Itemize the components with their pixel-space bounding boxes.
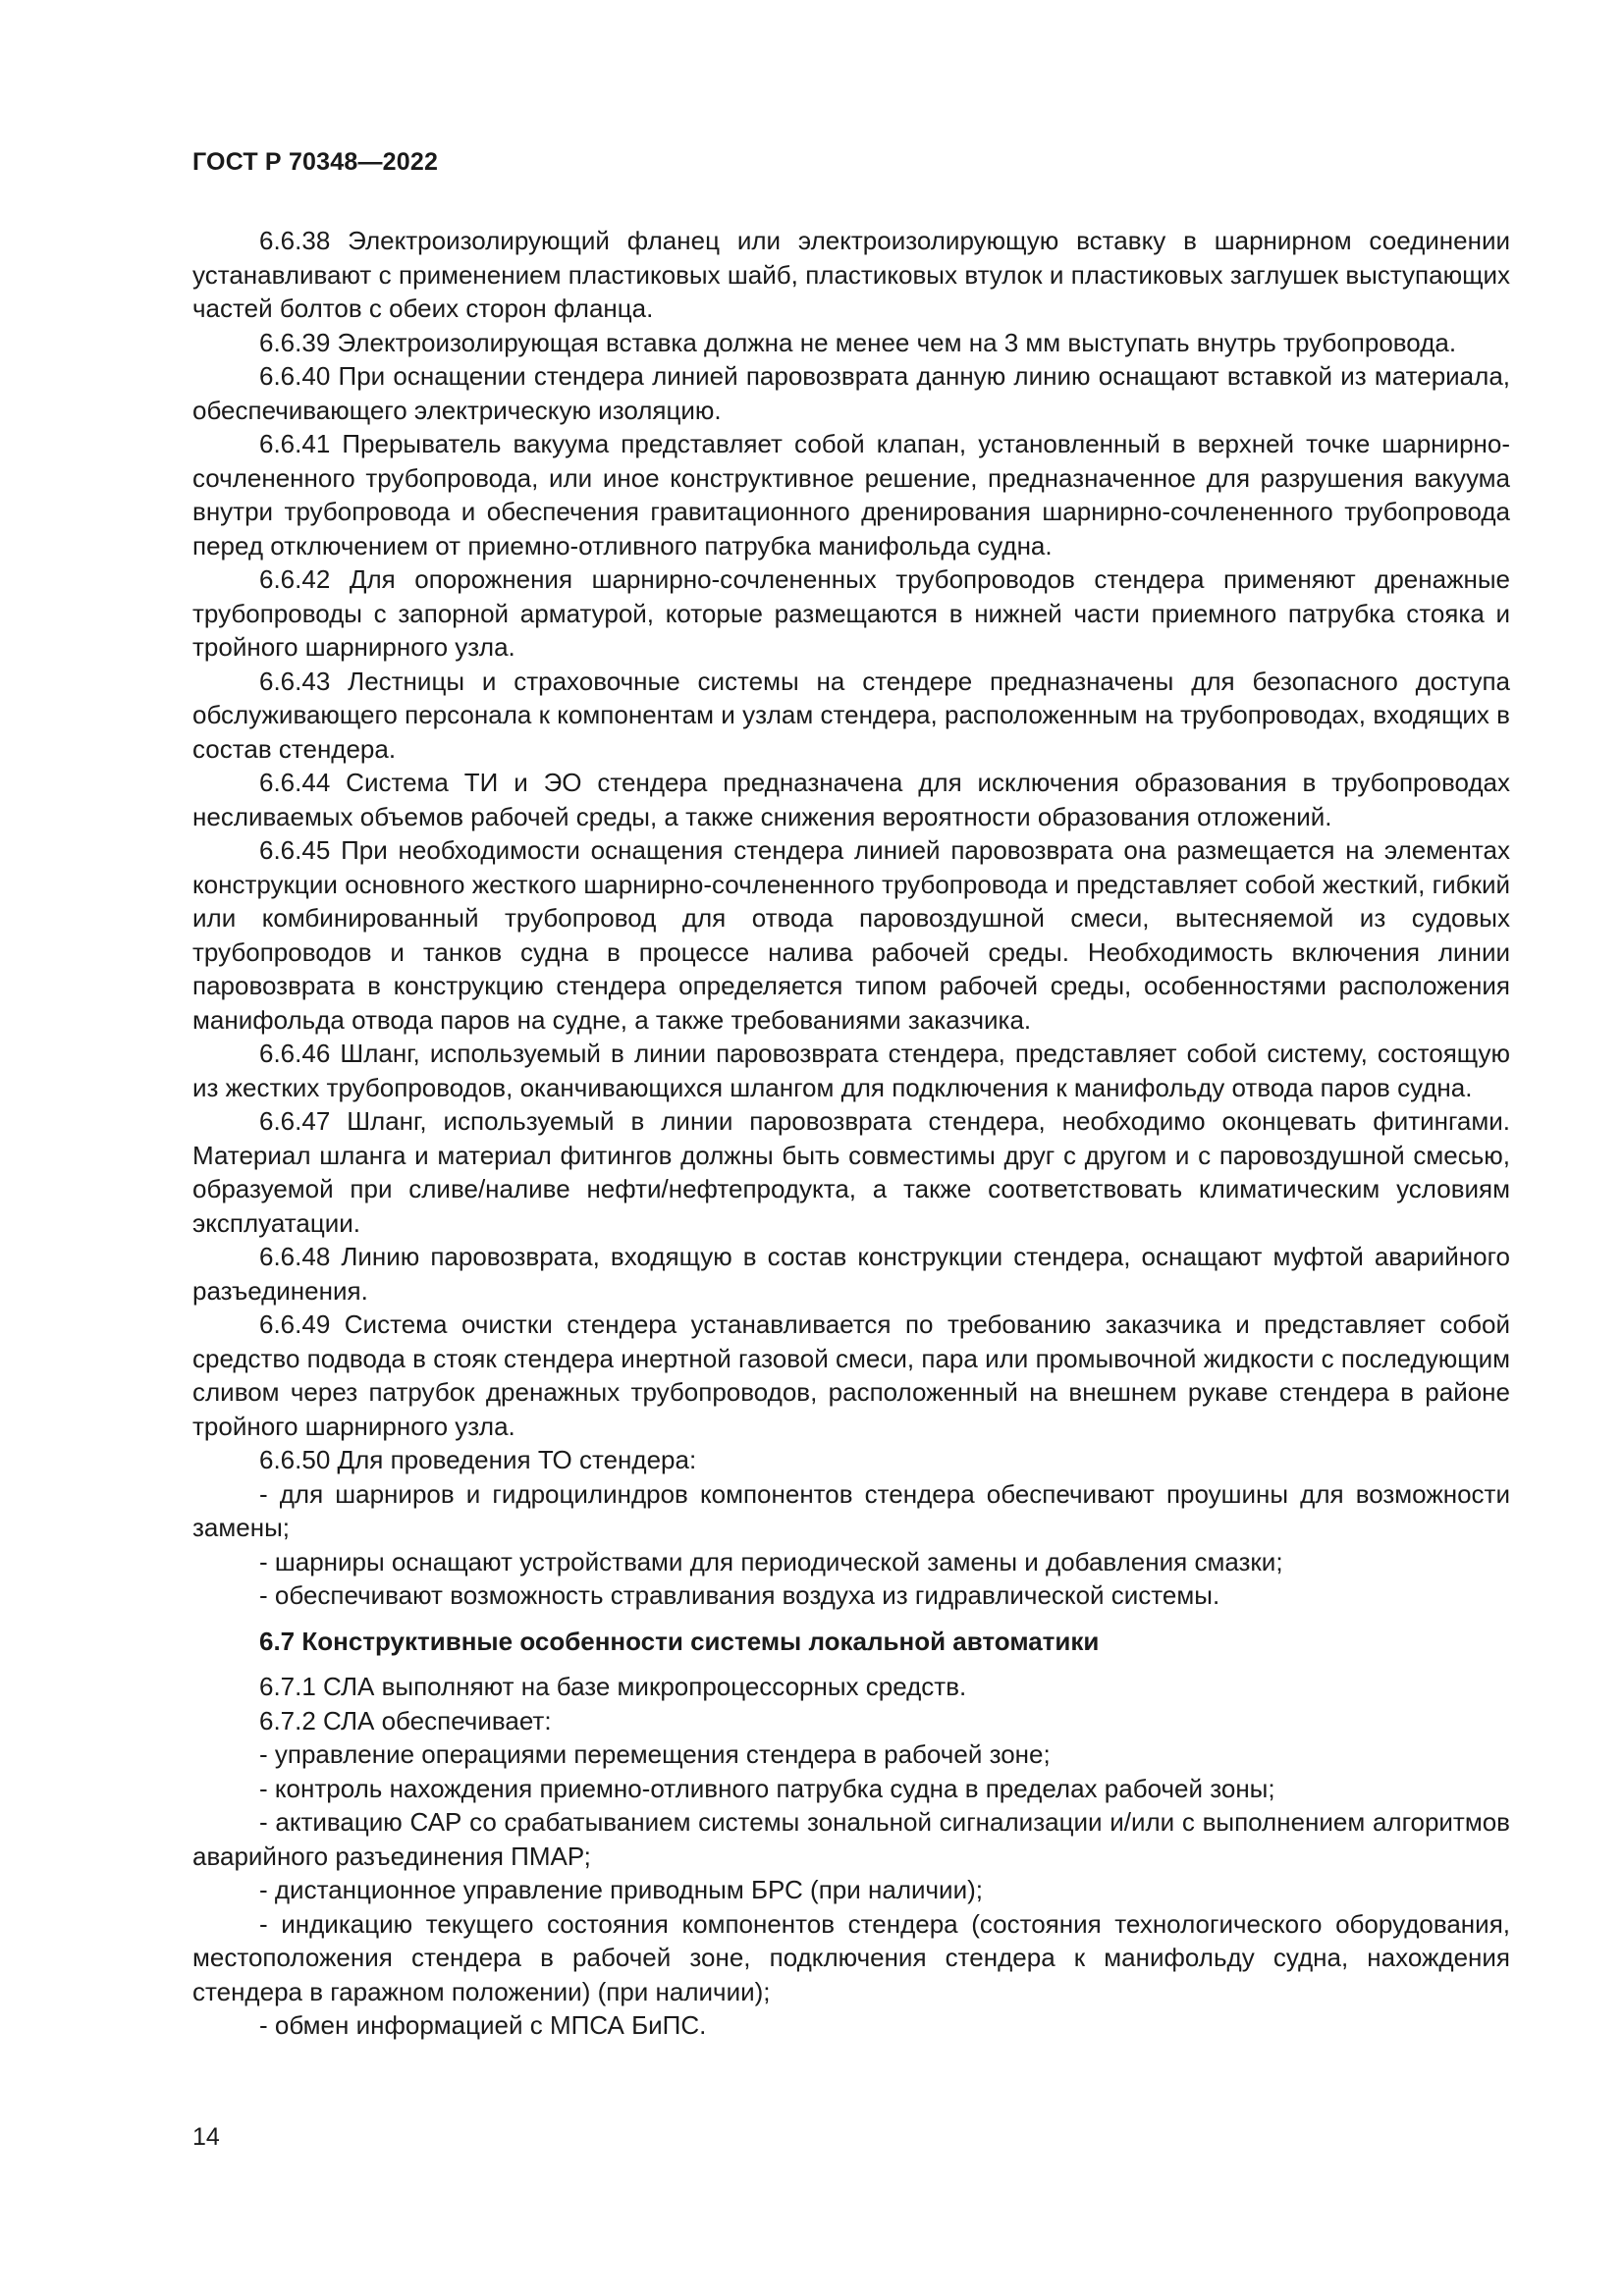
paragraph-6-6-42: 6.6.42 Для опорожнения шарнирно-сочлененных трубопроводов стендера применяют дренажные трубопроводы с запорной арматурой, которые размещаются в нижней части приемного патрубка стояка и тройного шарнирного узла. <box>192 564 1510 662</box>
paragraph-6-6-48: 6.6.48 Линию паровозврата, входящую в состав конструкции стендера, оснащают муфтой аварийного разъединения. <box>192 1242 1510 1306</box>
paragraph-6-6-44: 6.6.44 Система ТИ и ЭО стендера предназначена для исключения образования в трубопроводах несливаемых объемов рабочей среды, а также снижения вероятности образования отложений. <box>192 768 1510 831</box>
paragraph-6-7-1: 6.7.1 СЛА выполняют на базе микропроцессорных средств. <box>259 1672 967 1701</box>
paragraph-6-6-43: 6.6.43 Лестницы и страховочные системы на стендере предназначены для безопасного доступа обслуживающего персонала к компонентам и узлам стендера, расположенным на трубопроводах, входящих в состав стендера. <box>192 666 1510 764</box>
list-item: - дистанционное управление приводным БРС (при наличии); <box>259 1875 983 1904</box>
paragraph-6-6-39: 6.6.39 Электроизолирующая вставка должна не менее чем на 3 мм выступать внутрь трубопровода. <box>259 327 1457 357</box>
list-item: - обмен информацией с МПСА БиПС. <box>259 2010 707 2040</box>
paragraph-6-6-50: 6.6.50 Для проведения ТО стендера: <box>259 1445 697 1474</box>
document-body <box>192 224 1510 2043</box>
paragraph-6-6-41: 6.6.41 Прерыватель вакуума представляет собой клапан, установленный в верхней точке шарнирно-сочлененного трубопровода, или иное конструктивное решение, предназначенное для разрушения вакуума внутри трубопровода и обеспечения гравитационного дренирования шарнирно-сочлененного трубопровода перед отключением от приемно-отливного патрубка манифольда судна. <box>192 429 1510 561</box>
list-item: - индикацию текущего состояния компонентов стендера (состояния технологического оборудования, местоположения стендера в рабочей зоне, подключения стендера к манифольду судна, нахождения стендера в гаражном положении) (при наличии); <box>192 1908 1510 2006</box>
paragraph-6-7-2: 6.7.2 СЛА обеспечивает: <box>259 1705 552 1735</box>
page-number: 14 <box>192 2123 220 2151</box>
paragraph-6-6-46: 6.6.46 Шланг, используемый в линии паровозврата стендера, представляет собой систему, состоящую из жестких трубопроводов, оканчивающихся шлангом для подключения к манифольду отвода паров судна. <box>192 1039 1510 1102</box>
paragraph-6-6-49: 6.6.49 Система очистки стендера устанавливается по требованию заказчика и представляет собой средство подвода в стояк стендера инертной газовой смеси, пара или промывочной жидкости с последующим сливом через патрубок дренажных трубопроводов, расположенный на внешнем рукаве стендера в районе тройного шарнирного узла. <box>192 1309 1510 1441</box>
section-heading-6-7: 6.7 Конструктивные особенности системы локальной автоматики <box>259 1626 1100 1656</box>
list-item: - контроль нахождения приемно-отливного патрубка судна в пределах рабочей зоны; <box>259 1773 1275 1803</box>
paragraph-6-6-47: 6.6.47 Шланг, используемый в линии паровозврата стендера, необходимо оконцевать фитингами. Материал шланга и материал фитингов должны быть совместимы друг с другом и с паровоздушной смесью, образуемой при сливе/наливе нефти/нефтепродукта, а также соответствовать климатическим условиям эксплуатации. <box>192 1106 1510 1238</box>
list-item: - шарниры оснащают устройствами для периодической замены и добавления смазки; <box>259 1546 1283 1576</box>
paragraph-6-6-40: 6.6.40 При оснащении стендера линией паровозврата данную линию оснащают вставкой из материала, обеспечивающего электрическую изоляцию. <box>192 361 1510 425</box>
page-header: ГОСТ Р 70348—2022 <box>192 148 439 176</box>
list-item: - для шарниров и гидроцилиндров компонентов стендера обеспечивают проушины для возможности замены; <box>192 1478 1510 1542</box>
paragraph-6-6-45: 6.6.45 При необходимости оснащения стендера линией паровозврата она размещается на элементах конструкции основного жесткого шарнирно-сочлененного трубопровода и представляет собой жесткий, гибкий или комбинированный трубопровод для отвода паровоздушной смеси, вытесняемой из судовых трубопроводов и танков судна в процессе налива рабочей среды. Необходимость включения линии паровозврата в конструкцию стендера определяется типом рабочей среды, особенностями расположения манифольда отвода паров на судне, а также требованиями заказчика. <box>192 835 1510 1035</box>
list-item: - активацию САР со срабатыванием системы зональной сигнализации и/или с выполнением алгоритмов аварийного разъединения ПМАР; <box>192 1807 1510 1871</box>
list-item: - обеспечивают возможность стравливания воздуха из гидравлической системы. <box>259 1580 1220 1610</box>
list-item: - управление операциями перемещения стендера в рабочей зоне; <box>259 1739 1051 1769</box>
paragraph-6-6-38: 6.6.38 Электроизолирующий фланец или электроизолирующую вставку в шарнирном соединении устанавливают с применением пластиковых шайб, пластиковых втулок и пластиковых заглушек выступающих частей болтов с обеих сторон фланца. <box>192 226 1510 323</box>
